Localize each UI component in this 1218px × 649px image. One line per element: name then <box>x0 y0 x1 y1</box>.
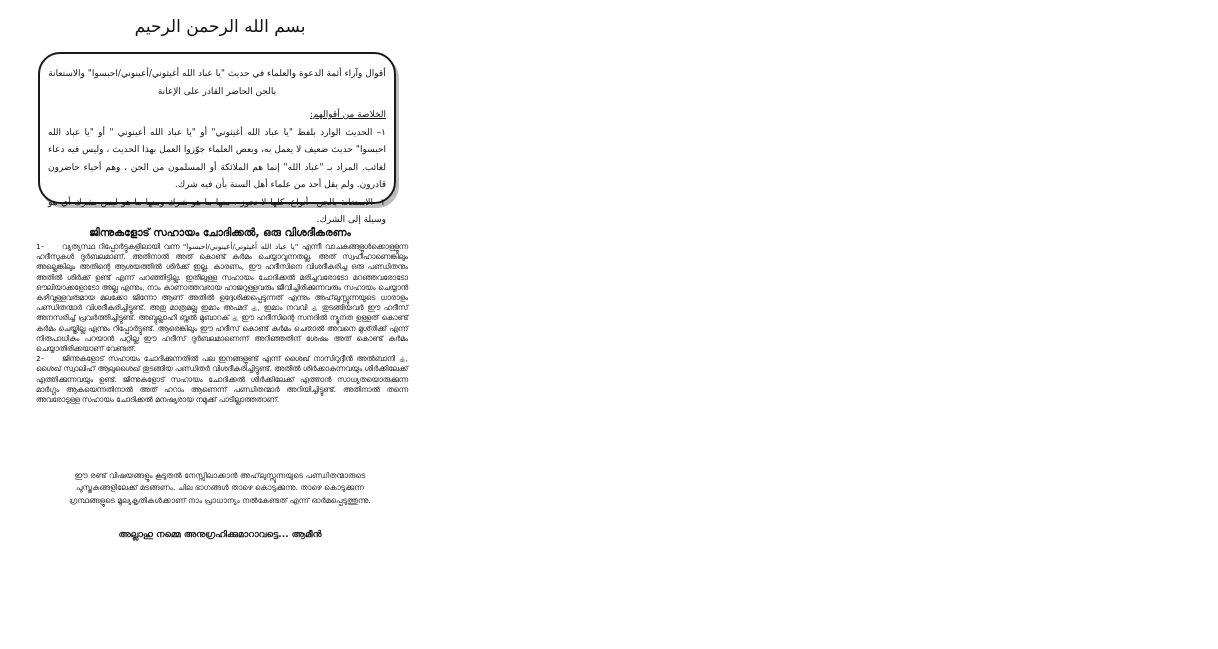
paragraph-1-text: വ്യത്യസ്ഥ റിപ്പോർട്ടുകളിലായി വന്ന "يا عباد الله أغيثوني/أعينوني/احبسوا" എന്നീ വാചകങ്ങളുൾക്കൊള്ളുന്ന ഹദീസുകൾ ദുർബലമാണ്. അതിനാൽ അത് കൊണ്ട് കർമം ചെയ്യാവുന്നതല്ല. അത് സ്വഹീഹാണെങ്കിലും അല്ലെങ്കിലും അതിന്റെ ആശയത്തിൽ ശിർക്ക് ഇല്ല. കാരണം, ഈ ഹദീസിനെ വിശദീകരിച്ച ഒരു പണ്ഡിതനും അതിൽ ശിർക്ക് ഉണ്ട് എന്ന് പറഞ്ഞിട്ടില്ല. ഇതിലുള്ള സഹായം ചോദിക്കൽ മരിച്ചവരോടോ മറഞ്ഞവരോടോ ഔലിയാക്കളോടോ അല്ല എന്നും, നാം കാണാത്തവരായ ഹാജറുള്ളവരും ജീവിച്ചിരിക്കുന്നവരും സഹായം ചെയ്യാൻ കഴിവുള്ളവരുമായ മലക്കോ ജിന്നോ ആണ് അതിൽ ഉദ്ദേശിക്കപ്പെടുന്നത് എന്നും അഹ്‌ലുസ്സുന്നയുടെ ധാരാളം പണ്ഡിതന്മാർ വിശദീകരിച്ചിട്ടുണ്ട്. അതു മാത്രമല്ല ഇമാം അഹ്മദ് ﵀, ഇമാം നവവി ﵀ തുടങ്ങിയവർ ഈ ഹദീസ് അനസരിച്ച് പ്രവർത്തിച്ചിട്ടുണ്ട്. അബ്ദുല്ലാഹി ബ്നൽ മുബാറക് ﵀ ഈ ഹദീസിന്റെ സനദിൽ ന്യൂനത ഉള്ളത് കൊണ്ട് കർമം ചെയ്തില്ല എന്നും റിപ്പോർട്ടുണ്ട്. ആരെങ്കിലും ഈ ഹദീസ് കൊണ്ട് കർമം ചെതാൽ അവനെ മുശ്‌രിക്ക് എന്ന് നിരുപാധികം പറയാൻ പറ്റില്ല ഈ ഹദീസ് ദുർബലമാണെന്ന് അറിഞ്ഞതിന് ശേഷം അത് കൊണ്ട് കർമം ചെയ്യാതിരിക്കയാണ് വേണ്ടത്. <box>36 242 408 354</box>
document-page <box>0 0 440 649</box>
paragraph-2-number: 2– <box>36 354 45 364</box>
summary-title: أقوال وآراء أئمة الدعوة والعلماء في حديث "يا عباد الله أغيثوني/أعينوني/احبسوا" والاستعانة بالجن الحاضر القادر على الإعانة <box>48 69 386 97</box>
paragraph-1-number: 1– <box>36 242 45 251</box>
body-text <box>36 242 408 405</box>
summary-subtitle: الخلاصة من أقوالهم: <box>309 110 386 120</box>
summary-point-1: ١– الحديث الوارد بلفظ "يا عباد الله أغيثوني" أو "يا عباد الله أعينوني " أو "يا عباد الله احبسوا" حديث ضعيف لا يعمل به، وبعض العلماء جوّزوا العمل بهذا الحديث ، وليس فيه دعاء لغائب. المراد بـ "عباد الله" إنما هم الملائكة أو المسلمون من الجن ، وهم أحياء حاضرون قادرون. ولم يقل أحد من علماء أهل السنة بأن فيه شرك. <box>48 127 386 190</box>
arabic-summary-box <box>38 52 396 225</box>
closing-dua: അല്ലാഹു നമ്മെ അനുഗ്രഹിക്കുമാറാവട്ടെ... ആമീൻ <box>118 530 322 540</box>
paragraph-2 <box>36 354 408 405</box>
paragraph-1 <box>36 242 408 354</box>
paragraph-2-text: ജിന്നുകളോട് സഹായം ചോദിക്കുന്നതിൽ പല ഇനങ്ങളുണ്ട് എന്ന് ശൈഖ് നാസിറുദ്ദീൻ അൽബാനി ﵀, ശൈഖ് സ്വാലിഹ് ആലുശൈഖ് തുടങ്ങിയ പണ്ഡിതർ വിശദീകരിച്ചിട്ടുണ്ട്. അതിൽ ശിർക്കാകുന്നവയും ശിർക്കിലേക്ക് എത്തിക്കുന്നവയും ഉണ്ട്. ജിന്നുകളോട് സഹായം ചോദിക്കൽ ശിർക്കിലേക്ക് എത്താൻ സാധ്യതയൊരുക്കുന്ന മാർഗ്ഗം ആകയെന്നതിനാൽ അത് ഹറാം ആണെന്ന് പണ്ഡിതന്മാർ അറിയിച്ചിട്ടുണ്ട്. അതിനാൽ തന്നെ അവരോടുള്ള സഹായം ചോദിക്കൽ മനഷ്യരായ നമുക്ക് പാടില്ലാത്തതാണ്. <box>36 354 408 405</box>
malayalam-heading: ജിന്നുകളോട് സഹായം ചോദിക്കൽ, ഒരു വിശദീകരണം <box>89 227 351 239</box>
basmala-heading: بسم الله الرحمن الرحيم <box>134 17 306 37</box>
closing-note: ഈ രണ്ട് വിഷയങ്ങളും കൂടുതൽ നേസ്സിലാക്കാൻ അഹ്‌ലുസ്സുന്നയുടെ പണ്ഡിതന്മാരുടെ പുസ്തകങ്ങളിലേക്ക് മടങ്ങണം. ചില ഭാഗങ്ങൾ താഴെ കൊടുക്കുന്നു. താഴെ കൊടുക്കുന്ന ഗ്രന്ഥങ്ങളുടെ മൂല്യകൃതികൾക്കാണ് നാം പ്രാധാന്യം നൽകേണ്ടത് എന്ന് ഓർമപ്പെടുത്തുന്നു. <box>69 471 371 505</box>
summary-point-2: ٢– الاستعانة بالجن– أنواع، كلها لا تجوز ، منها ما هو شرك ومنها ما هو ليس بشرك أي هو وسيلة إلى الشرك. <box>48 197 386 225</box>
